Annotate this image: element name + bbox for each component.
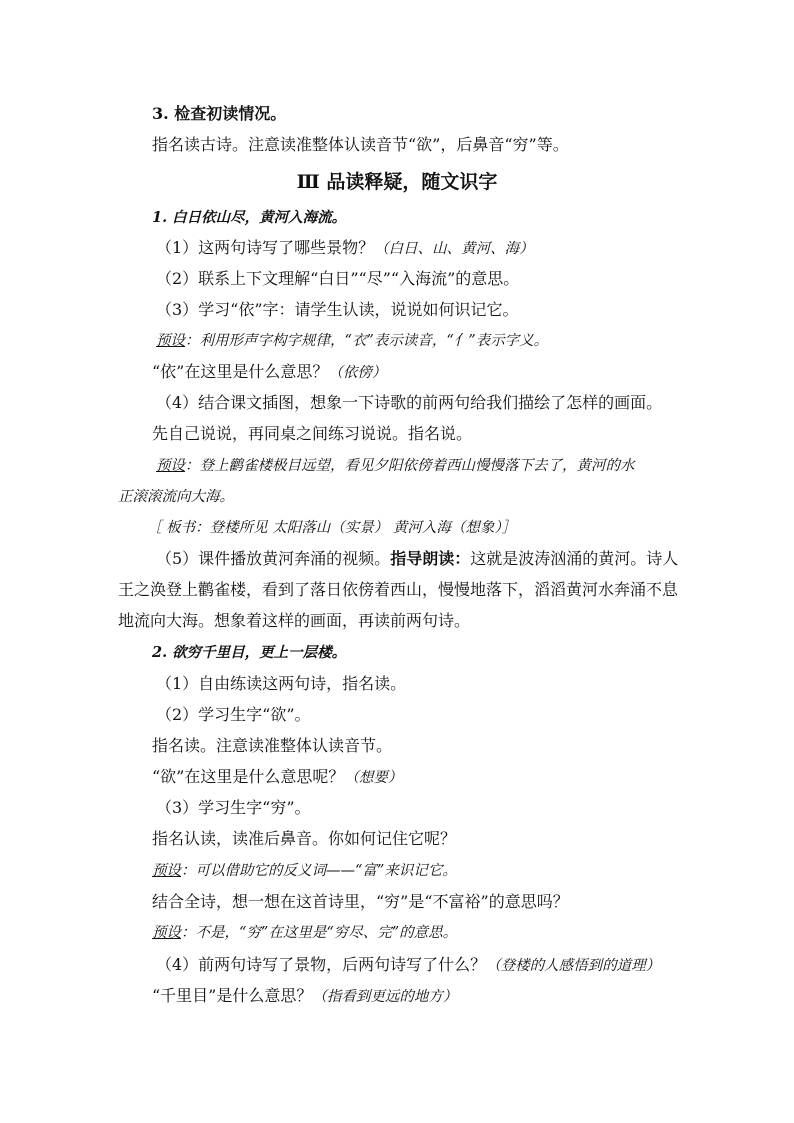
answer-note: （依傍） [328,365,387,381]
preset-label: 预设 [152,925,181,941]
question-text: （1）这两句诗写了哪些景物？ [156,238,375,257]
poem-line-heading-1: 1. 白日依山尽，黄河入海流。 [152,209,347,226]
paragraph-continued: 地流向大海。想象着这样的画面，再读前两句诗。 [118,611,471,630]
answer-note: （指看到更远的地方） [312,989,458,1005]
paragraph-continued: 王之涣登上鹳雀楼，看到了落日依傍着西山，慢慢地落下，滔滔黄河水奔涌不息 [118,580,679,599]
preset-note [152,923,457,943]
preset-text: ：不是，“穷”在这里是“穷尽、完”的意思。 [181,925,458,941]
answer-note: （想要） [344,770,403,786]
preset-note [152,861,457,881]
preset-label: 预设 [156,458,185,474]
question-2: （2）联系上下文理解“白日”“尽”“入海流”的意思。 [156,269,520,288]
preset-text: ：利用形声字构字规律，“衣”表示读音，“亻”表示字义。 [185,333,549,349]
preset-text: ：登上鹳雀楼极目远望，看见夕阳依傍着西山慢慢落下去了，黄河的水 [185,458,635,474]
preset-note [156,456,635,476]
paragraph: 指名认读，读准后鼻音。你如何记住它呢？ [152,829,457,848]
question-2: （2）学习生字“欲”。 [156,705,311,724]
question-line [152,767,402,788]
question-text: （4）前两句诗写了景物，后两句诗写了什么？ [156,955,487,974]
reading-guide-label: 指导朗读： [390,549,471,568]
question-1 [156,238,534,259]
question-text: （5）课件播放黄河奔涌的视频。 [156,549,391,568]
question-3: （3）学习生字“穷”。 [156,798,311,817]
answer-note: （登楼的人感悟到的道理） [486,958,661,974]
preset-text: ：可以借助它的反义词——“富”来识记它。 [181,863,457,879]
paragraph: 指名读。注意读准整体认读音节。 [152,736,393,755]
question-line [152,362,386,383]
paragraph: 指名读古诗。注意读准整体认读音节“欲”，后鼻音“穷”等。 [152,135,569,154]
question-text: 这就是波涛汹涌的黄河。诗人 [470,549,679,568]
paragraph: 结合全诗，想一想在这首诗里，“穷”是“不富裕”的意思吗？ [152,892,569,911]
question-3: （3）学习“依”字：请学生认读，说说如何识记它。 [156,300,519,319]
question-4 [156,955,660,976]
poem-line-heading-2: 2. 欲穷千里目，更上一层楼。 [152,644,347,661]
question-line [152,986,457,1007]
step-3-heading: 3. 检查初读情况。 [152,104,287,123]
preset-note [156,331,548,351]
question-text: “欲”在这里是什么意思呢？ [152,767,345,786]
paragraph: 先自己说说，再同桌之间练习说说。指名说。 [152,424,473,443]
preset-label: 预设 [152,863,181,879]
question-4: （4）结合课文插图，想象一下诗歌的前两句给我们描绘了怎样的画面。 [156,393,663,412]
question-5 [156,549,678,569]
answer-note: （白日、山、黄河、海） [374,241,534,257]
question-1: （1）自由练读这两句诗，指名读。 [156,674,407,693]
preset-text-continued: 正滚滚流向大海。 [118,489,234,505]
question-text: “依”在这里是什么意思？ [152,362,329,381]
preset-label: 预设 [156,333,185,349]
blackboard-note: ［ 板书：登楼所见 太阳落山（实景） 黄河入海（想象）］ [147,520,517,536]
question-text: “千里目”是什么意思？ [152,986,313,1005]
section-heading: Ⅲ 品读释疑，随文识字 [296,171,498,193]
